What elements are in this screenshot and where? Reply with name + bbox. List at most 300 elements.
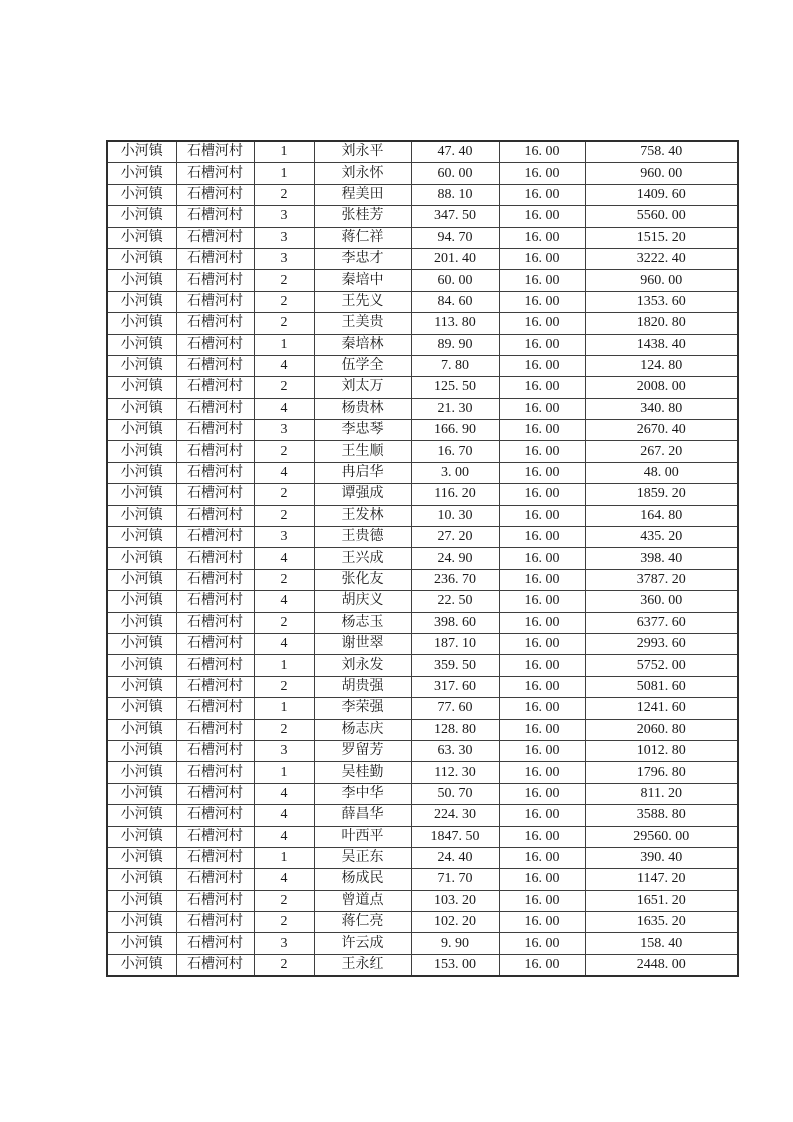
cell-village: 石槽河村: [176, 740, 254, 761]
table-row: [107, 826, 738, 847]
cell-amount: 1635. 20: [585, 912, 738, 933]
table-row: [107, 163, 738, 184]
cell-village: 石槽河村: [176, 206, 254, 227]
cell-quantity: 102. 20: [411, 912, 499, 933]
cell-unit_price: 16. 00: [499, 805, 585, 826]
cell-town: 小河镇: [107, 313, 176, 334]
cell-town: 小河镇: [107, 569, 176, 590]
cell-unit_price: 16. 00: [499, 377, 585, 398]
cell-quantity: 3. 00: [411, 462, 499, 483]
cell-amount: 158. 40: [585, 933, 738, 954]
cell-village: 石槽河村: [176, 805, 254, 826]
cell-village: 石槽河村: [176, 719, 254, 740]
table-row: [107, 248, 738, 269]
table-row: [107, 184, 738, 205]
cell-quantity: 116. 20: [411, 484, 499, 505]
cell-town: 小河镇: [107, 527, 176, 548]
cell-unit_price: 16. 00: [499, 548, 585, 569]
cell-name: 曾道点: [314, 890, 411, 911]
cell-village: 石槽河村: [176, 420, 254, 441]
table-row: [107, 441, 738, 462]
cell-village: 石槽河村: [176, 462, 254, 483]
cell-amount: 811. 20: [585, 783, 738, 804]
cell-town: 小河镇: [107, 869, 176, 890]
table-row: [107, 719, 738, 740]
cell-town: 小河镇: [107, 462, 176, 483]
cell-town: 小河镇: [107, 248, 176, 269]
cell-quantity: 9. 90: [411, 933, 499, 954]
cell-amount: 1515. 20: [585, 227, 738, 248]
cell-village: 石槽河村: [176, 548, 254, 569]
cell-town: 小河镇: [107, 206, 176, 227]
cell-amount: 5560. 00: [585, 206, 738, 227]
cell-group: 4: [254, 783, 314, 804]
table-row: [107, 227, 738, 248]
cell-group: 2: [254, 912, 314, 933]
cell-village: 石槽河村: [176, 505, 254, 526]
table-row: [107, 527, 738, 548]
cell-village: 石槽河村: [176, 248, 254, 269]
cell-group: 2: [254, 484, 314, 505]
cell-unit_price: 16. 00: [499, 890, 585, 911]
cell-name: 叶西平: [314, 826, 411, 847]
cell-quantity: 7. 80: [411, 355, 499, 376]
cell-quantity: 88. 10: [411, 184, 499, 205]
cell-name: 李中华: [314, 783, 411, 804]
cell-group: 2: [254, 954, 314, 976]
cell-unit_price: 16. 00: [499, 462, 585, 483]
cell-town: 小河镇: [107, 291, 176, 312]
cell-unit_price: 16. 00: [499, 505, 585, 526]
cell-name: 许云成: [314, 933, 411, 954]
cell-group: 4: [254, 633, 314, 654]
cell-town: 小河镇: [107, 655, 176, 676]
cell-unit_price: 16. 00: [499, 676, 585, 697]
cell-group: 4: [254, 826, 314, 847]
cell-name: 王美贵: [314, 313, 411, 334]
cell-quantity: 317. 60: [411, 676, 499, 697]
cell-name: 王先义: [314, 291, 411, 312]
cell-unit_price: 16. 00: [499, 227, 585, 248]
cell-amount: 398. 40: [585, 548, 738, 569]
cell-town: 小河镇: [107, 141, 176, 163]
table-row: [107, 569, 738, 590]
cell-quantity: 27. 20: [411, 527, 499, 548]
table-row: [107, 141, 738, 163]
cell-village: 石槽河村: [176, 441, 254, 462]
cell-quantity: 10. 30: [411, 505, 499, 526]
cell-group: 2: [254, 313, 314, 334]
cell-town: 小河镇: [107, 933, 176, 954]
cell-group: 1: [254, 847, 314, 868]
cell-group: 1: [254, 334, 314, 355]
cell-amount: 960. 00: [585, 270, 738, 291]
cell-village: 石槽河村: [176, 355, 254, 376]
table-row: [107, 591, 738, 612]
cell-name: 王永红: [314, 954, 411, 976]
cell-group: 1: [254, 141, 314, 163]
table-row: [107, 206, 738, 227]
cell-amount: 164. 80: [585, 505, 738, 526]
cell-unit_price: 16. 00: [499, 313, 585, 334]
cell-amount: 1012. 80: [585, 740, 738, 761]
cell-town: 小河镇: [107, 270, 176, 291]
cell-town: 小河镇: [107, 355, 176, 376]
cell-amount: 1241. 60: [585, 698, 738, 719]
cell-unit_price: 16. 00: [499, 355, 585, 376]
table-row: [107, 805, 738, 826]
cell-town: 小河镇: [107, 163, 176, 184]
cell-amount: 1353. 60: [585, 291, 738, 312]
table-row: [107, 869, 738, 890]
cell-amount: 2448. 00: [585, 954, 738, 976]
cell-quantity: 166. 90: [411, 420, 499, 441]
cell-name: 胡贵强: [314, 676, 411, 697]
cell-unit_price: 16. 00: [499, 719, 585, 740]
cell-village: 石槽河村: [176, 954, 254, 976]
cell-town: 小河镇: [107, 484, 176, 505]
cell-town: 小河镇: [107, 826, 176, 847]
cell-amount: 5081. 60: [585, 676, 738, 697]
cell-name: 刘太万: [314, 377, 411, 398]
cell-town: 小河镇: [107, 398, 176, 419]
cell-name: 刘永怀: [314, 163, 411, 184]
cell-unit_price: 16. 00: [499, 248, 585, 269]
cell-unit_price: 16. 00: [499, 591, 585, 612]
cell-unit_price: 16. 00: [499, 398, 585, 419]
cell-amount: 2670. 40: [585, 420, 738, 441]
cell-village: 石槽河村: [176, 612, 254, 633]
cell-amount: 1147. 20: [585, 869, 738, 890]
cell-village: 石槽河村: [176, 527, 254, 548]
cell-quantity: 236. 70: [411, 569, 499, 590]
cell-village: 石槽河村: [176, 227, 254, 248]
cell-town: 小河镇: [107, 912, 176, 933]
cell-name: 谭强成: [314, 484, 411, 505]
table-row: [107, 890, 738, 911]
cell-name: 秦培中: [314, 270, 411, 291]
cell-name: 张桂芳: [314, 206, 411, 227]
cell-quantity: 103. 20: [411, 890, 499, 911]
cell-quantity: 113. 80: [411, 313, 499, 334]
cell-village: 石槽河村: [176, 569, 254, 590]
cell-quantity: 201. 40: [411, 248, 499, 269]
cell-amount: 6377. 60: [585, 612, 738, 633]
cell-name: 王贵德: [314, 527, 411, 548]
table-row: [107, 762, 738, 783]
cell-quantity: 94. 70: [411, 227, 499, 248]
table-row: [107, 954, 738, 976]
table-row: [107, 912, 738, 933]
cell-group: 3: [254, 527, 314, 548]
cell-town: 小河镇: [107, 420, 176, 441]
cell-unit_price: 16. 00: [499, 783, 585, 804]
cell-name: 李忠才: [314, 248, 411, 269]
cell-amount: 1409. 60: [585, 184, 738, 205]
cell-town: 小河镇: [107, 719, 176, 740]
table-row: [107, 740, 738, 761]
cell-unit_price: 16. 00: [499, 933, 585, 954]
cell-town: 小河镇: [107, 847, 176, 868]
cell-quantity: 16. 70: [411, 441, 499, 462]
cell-town: 小河镇: [107, 676, 176, 697]
cell-name: 杨贵林: [314, 398, 411, 419]
cell-quantity: 187. 10: [411, 633, 499, 654]
cell-unit_price: 16. 00: [499, 184, 585, 205]
cell-unit_price: 16. 00: [499, 527, 585, 548]
cell-town: 小河镇: [107, 377, 176, 398]
cell-amount: 1438. 40: [585, 334, 738, 355]
cell-name: 王生顺: [314, 441, 411, 462]
table-row: [107, 633, 738, 654]
cell-group: 4: [254, 398, 314, 419]
cell-town: 小河镇: [107, 762, 176, 783]
cell-village: 石槽河村: [176, 398, 254, 419]
cell-village: 石槽河村: [176, 484, 254, 505]
cell-unit_price: 16. 00: [499, 762, 585, 783]
cell-quantity: 50. 70: [411, 783, 499, 804]
table-row: [107, 377, 738, 398]
cell-town: 小河镇: [107, 548, 176, 569]
table-row: [107, 548, 738, 569]
cell-quantity: 224. 30: [411, 805, 499, 826]
cell-name: 李荣强: [314, 698, 411, 719]
table-row: [107, 676, 738, 697]
cell-quantity: 63. 30: [411, 740, 499, 761]
cell-unit_price: 16. 00: [499, 141, 585, 163]
table-row: [107, 420, 738, 441]
cell-unit_price: 16. 00: [499, 655, 585, 676]
cell-village: 石槽河村: [176, 676, 254, 697]
cell-town: 小河镇: [107, 805, 176, 826]
cell-group: 2: [254, 505, 314, 526]
table-row: [107, 398, 738, 419]
table-row: [107, 355, 738, 376]
cell-name: 胡庆义: [314, 591, 411, 612]
cell-group: 1: [254, 698, 314, 719]
cell-unit_price: 16. 00: [499, 441, 585, 462]
cell-group: 1: [254, 655, 314, 676]
cell-group: 3: [254, 206, 314, 227]
table-row: [107, 484, 738, 505]
cell-unit_price: 16. 00: [499, 291, 585, 312]
cell-unit_price: 16. 00: [499, 740, 585, 761]
cell-quantity: 77. 60: [411, 698, 499, 719]
cell-town: 小河镇: [107, 633, 176, 654]
cell-unit_price: 16. 00: [499, 270, 585, 291]
cell-amount: 340. 80: [585, 398, 738, 419]
cell-village: 石槽河村: [176, 847, 254, 868]
cell-town: 小河镇: [107, 612, 176, 633]
cell-amount: 3588. 80: [585, 805, 738, 826]
cell-group: 4: [254, 462, 314, 483]
cell-amount: 3222. 40: [585, 248, 738, 269]
cell-village: 石槽河村: [176, 655, 254, 676]
table-row: [107, 334, 738, 355]
cell-amount: 5752. 00: [585, 655, 738, 676]
cell-quantity: 398. 60: [411, 612, 499, 633]
payment-table: [106, 140, 739, 977]
table-row: [107, 655, 738, 676]
cell-group: 3: [254, 227, 314, 248]
cell-unit_price: 16. 00: [499, 954, 585, 976]
cell-name: 程美田: [314, 184, 411, 205]
cell-unit_price: 16. 00: [499, 334, 585, 355]
table-row: [107, 933, 738, 954]
cell-village: 石槽河村: [176, 869, 254, 890]
cell-group: 1: [254, 762, 314, 783]
cell-group: 4: [254, 591, 314, 612]
cell-village: 石槽河村: [176, 163, 254, 184]
cell-village: 石槽河村: [176, 783, 254, 804]
cell-town: 小河镇: [107, 783, 176, 804]
cell-amount: 758. 40: [585, 141, 738, 163]
cell-group: 4: [254, 805, 314, 826]
cell-amount: 29560. 00: [585, 826, 738, 847]
cell-village: 石槽河村: [176, 270, 254, 291]
cell-town: 小河镇: [107, 184, 176, 205]
cell-village: 石槽河村: [176, 826, 254, 847]
cell-town: 小河镇: [107, 890, 176, 911]
cell-group: 4: [254, 869, 314, 890]
cell-quantity: 89. 90: [411, 334, 499, 355]
cell-unit_price: 16. 00: [499, 420, 585, 441]
cell-name: 李忠琴: [314, 420, 411, 441]
cell-town: 小河镇: [107, 740, 176, 761]
cell-unit_price: 16. 00: [499, 633, 585, 654]
cell-town: 小河镇: [107, 334, 176, 355]
cell-town: 小河镇: [107, 698, 176, 719]
cell-name: 冉启华: [314, 462, 411, 483]
cell-village: 石槽河村: [176, 141, 254, 163]
cell-amount: 390. 40: [585, 847, 738, 868]
cell-name: 刘永平: [314, 141, 411, 163]
cell-name: 罗留芳: [314, 740, 411, 761]
cell-village: 石槽河村: [176, 762, 254, 783]
cell-group: 2: [254, 441, 314, 462]
cell-group: 1: [254, 163, 314, 184]
cell-village: 石槽河村: [176, 591, 254, 612]
cell-name: 杨成民: [314, 869, 411, 890]
cell-unit_price: 16. 00: [499, 484, 585, 505]
cell-unit_price: 16. 00: [499, 826, 585, 847]
cell-group: 2: [254, 377, 314, 398]
table-body: [107, 141, 738, 976]
cell-amount: 1859. 20: [585, 484, 738, 505]
cell-amount: 48. 00: [585, 462, 738, 483]
cell-amount: 2060. 80: [585, 719, 738, 740]
cell-amount: 267. 20: [585, 441, 738, 462]
cell-name: 王兴成: [314, 548, 411, 569]
cell-quantity: 359. 50: [411, 655, 499, 676]
cell-village: 石槽河村: [176, 890, 254, 911]
cell-quantity: 125. 50: [411, 377, 499, 398]
cell-group: 3: [254, 740, 314, 761]
table-row: [107, 612, 738, 633]
cell-group: 3: [254, 248, 314, 269]
cell-group: 2: [254, 676, 314, 697]
cell-town: 小河镇: [107, 954, 176, 976]
cell-town: 小河镇: [107, 227, 176, 248]
cell-group: 2: [254, 291, 314, 312]
cell-quantity: 21. 30: [411, 398, 499, 419]
cell-group: 2: [254, 612, 314, 633]
cell-name: 蒋仁祥: [314, 227, 411, 248]
cell-amount: 960. 00: [585, 163, 738, 184]
cell-village: 石槽河村: [176, 933, 254, 954]
table-row: [107, 783, 738, 804]
cell-quantity: 112. 30: [411, 762, 499, 783]
cell-name: 王发林: [314, 505, 411, 526]
cell-group: 2: [254, 184, 314, 205]
cell-village: 石槽河村: [176, 313, 254, 334]
cell-quantity: 128. 80: [411, 719, 499, 740]
cell-group: 4: [254, 355, 314, 376]
cell-name: 伍学全: [314, 355, 411, 376]
cell-group: 2: [254, 569, 314, 590]
table-row: [107, 313, 738, 334]
table-row: [107, 505, 738, 526]
cell-name: 杨志玉: [314, 612, 411, 633]
cell-quantity: 24. 90: [411, 548, 499, 569]
cell-name: 吴桂勤: [314, 762, 411, 783]
cell-quantity: 1847. 50: [411, 826, 499, 847]
cell-amount: 360. 00: [585, 591, 738, 612]
cell-amount: 2993. 60: [585, 633, 738, 654]
cell-quantity: 71. 70: [411, 869, 499, 890]
table-row: [107, 698, 738, 719]
cell-unit_price: 16. 00: [499, 206, 585, 227]
cell-quantity: 24. 40: [411, 847, 499, 868]
cell-name: 蒋仁亮: [314, 912, 411, 933]
cell-unit_price: 16. 00: [499, 847, 585, 868]
table-row: [107, 462, 738, 483]
cell-town: 小河镇: [107, 591, 176, 612]
cell-name: 薛昌华: [314, 805, 411, 826]
cell-town: 小河镇: [107, 441, 176, 462]
cell-village: 石槽河村: [176, 334, 254, 355]
cell-unit_price: 16. 00: [499, 912, 585, 933]
table-row: [107, 270, 738, 291]
cell-amount: 435. 20: [585, 527, 738, 548]
cell-village: 石槽河村: [176, 633, 254, 654]
cell-amount: 1651. 20: [585, 890, 738, 911]
cell-name: 秦培林: [314, 334, 411, 355]
cell-group: 3: [254, 933, 314, 954]
cell-village: 石槽河村: [176, 698, 254, 719]
cell-village: 石槽河村: [176, 184, 254, 205]
cell-name: 张化友: [314, 569, 411, 590]
cell-quantity: 47. 40: [411, 141, 499, 163]
cell-name: 杨志庆: [314, 719, 411, 740]
cell-unit_price: 16. 00: [499, 869, 585, 890]
cell-group: 2: [254, 890, 314, 911]
cell-amount: 124. 80: [585, 355, 738, 376]
cell-name: 刘永发: [314, 655, 411, 676]
cell-group: 3: [254, 420, 314, 441]
cell-village: 石槽河村: [176, 912, 254, 933]
cell-unit_price: 16. 00: [499, 163, 585, 184]
cell-name: 吴正东: [314, 847, 411, 868]
cell-name: 谢世翠: [314, 633, 411, 654]
cell-quantity: 153. 00: [411, 954, 499, 976]
cell-quantity: 60. 00: [411, 163, 499, 184]
cell-quantity: 84. 60: [411, 291, 499, 312]
table-row: [107, 291, 738, 312]
cell-unit_price: 16. 00: [499, 612, 585, 633]
cell-village: 石槽河村: [176, 377, 254, 398]
cell-amount: 1796. 80: [585, 762, 738, 783]
